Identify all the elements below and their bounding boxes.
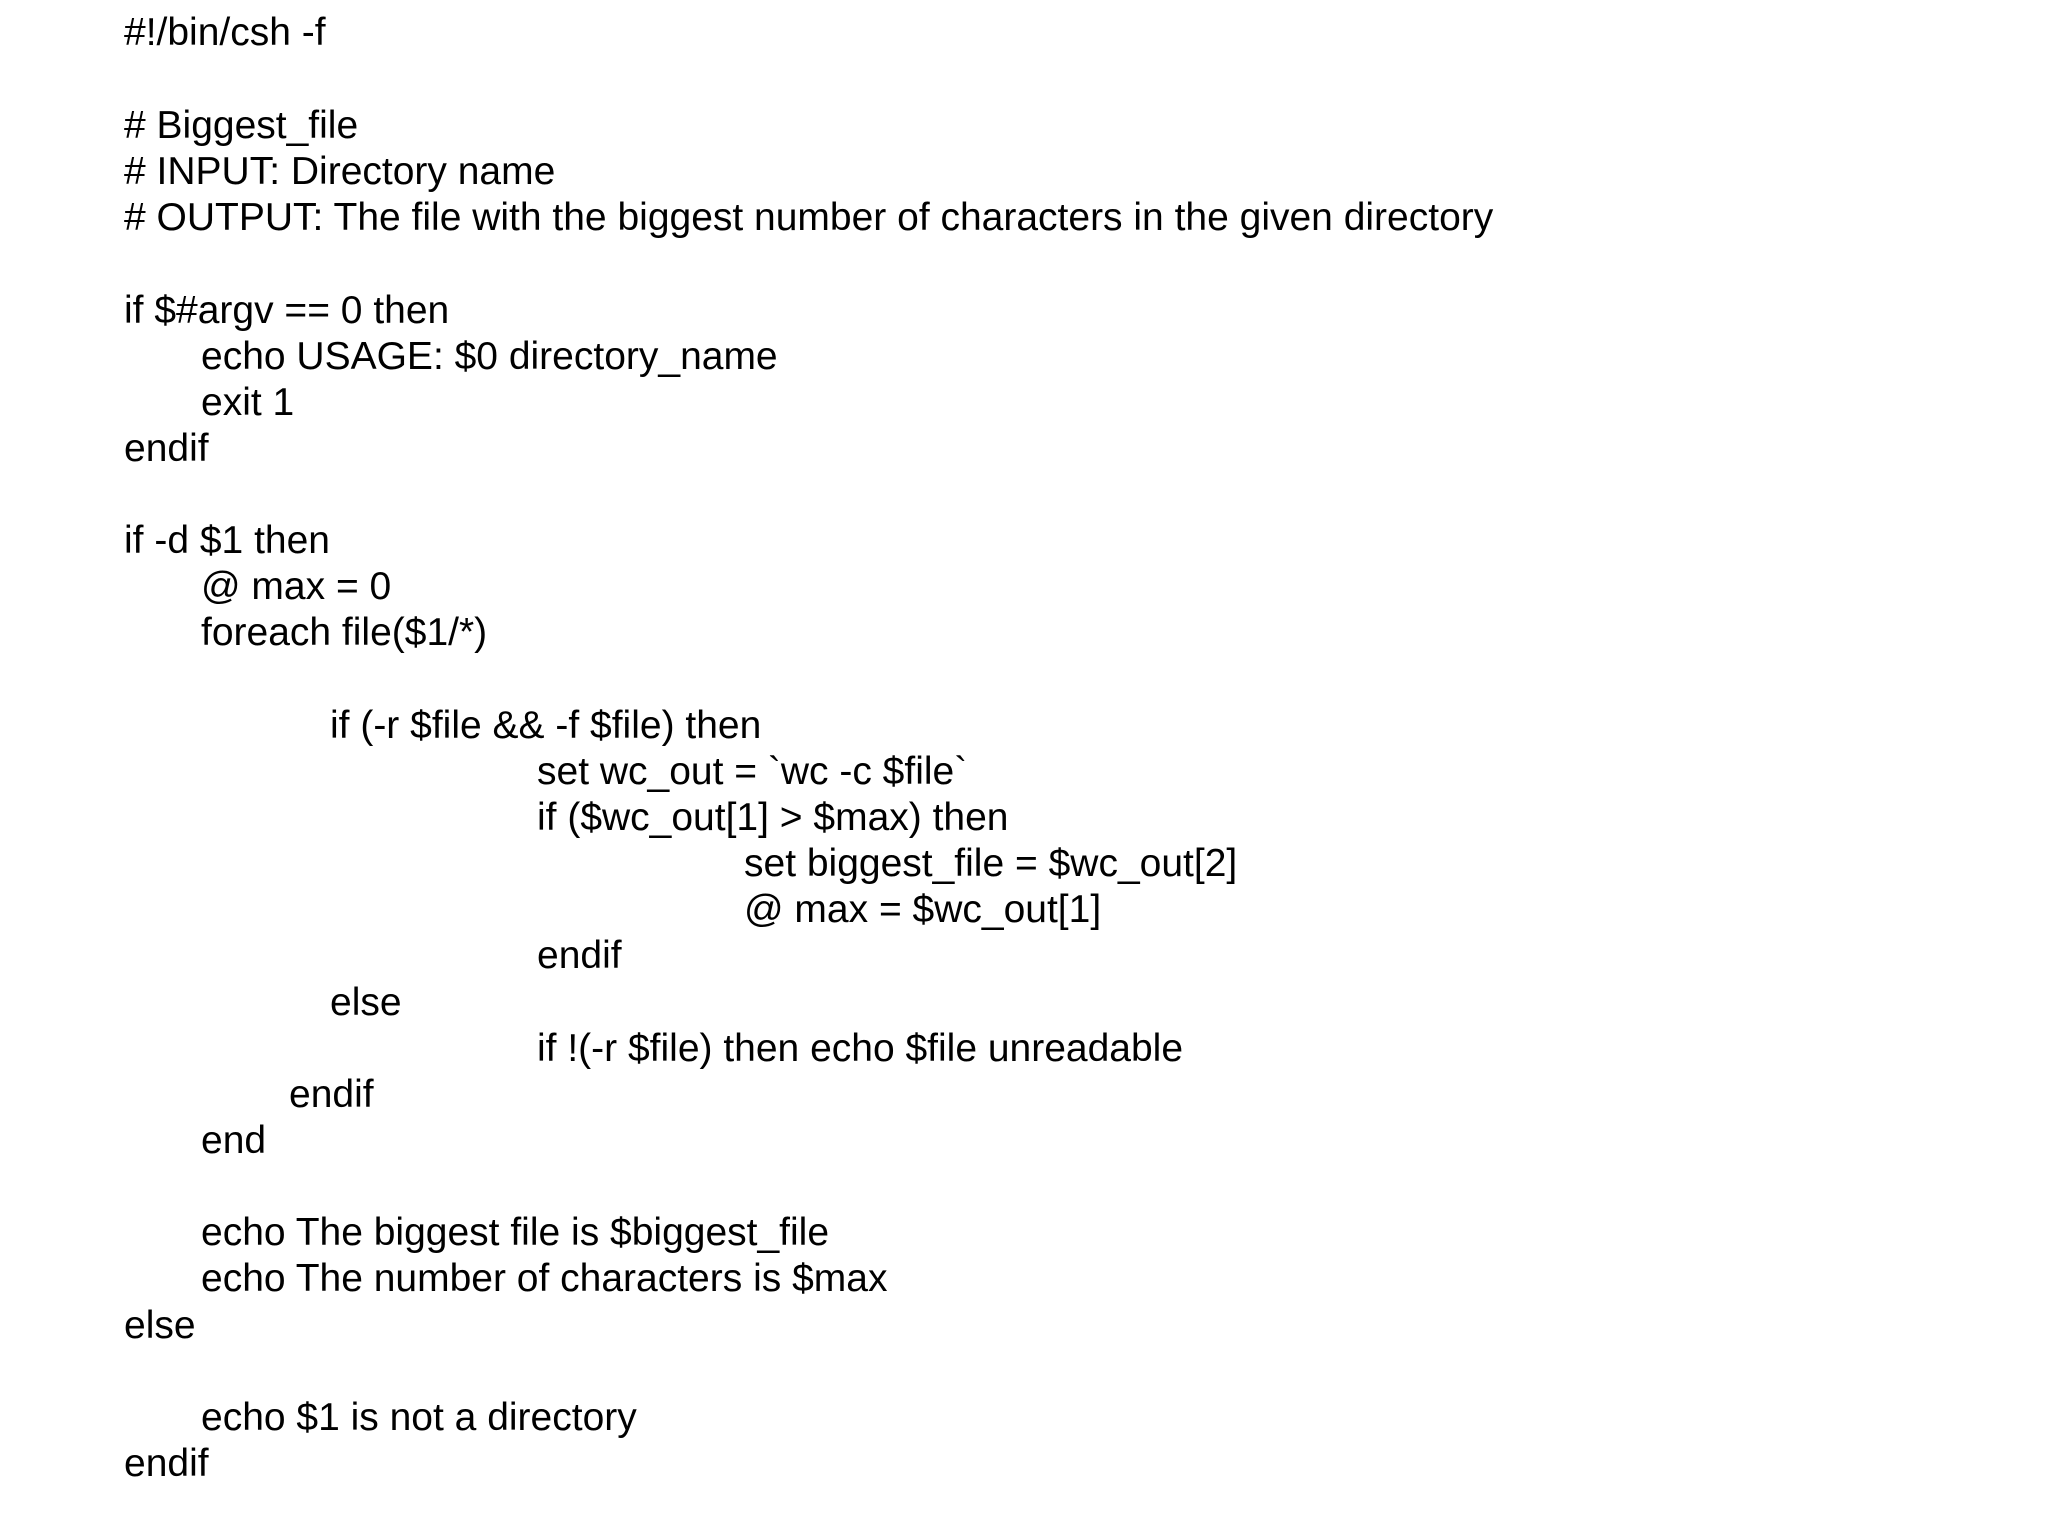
code-line: endif — [124, 1442, 209, 1485]
code-line: if (-r $file && -f $file) then — [330, 704, 762, 747]
code-line: # Biggest_file — [124, 104, 359, 147]
code-line: if -d $1 then — [124, 519, 330, 562]
code-line: @ max = $wc_out[1] — [744, 888, 1102, 931]
code-line: # OUTPUT: The file with the biggest number of characters in the given directory — [124, 196, 1494, 239]
code-line: endif — [289, 1073, 374, 1116]
code-line: set wc_out = `wc -c $file` — [537, 750, 968, 793]
code-line: foreach file($1/*) — [201, 611, 488, 654]
code-line: if !(-r $file) then echo $file unreadable — [537, 1027, 1184, 1070]
code-line: endif — [537, 934, 622, 977]
code-line: exit 1 — [201, 381, 295, 424]
code-line: #!/bin/csh -f — [124, 11, 326, 54]
code-line: else — [330, 981, 402, 1024]
code-line: echo $1 is not a directory — [201, 1396, 637, 1439]
code-line: end — [201, 1119, 267, 1162]
code-line: endif — [124, 427, 209, 470]
code-line: echo The biggest file is $biggest_file — [201, 1211, 830, 1254]
code-line: else — [124, 1304, 196, 1347]
code-line: set biggest_file = $wc_out[2] — [744, 842, 1238, 885]
code-line: @ max = 0 — [201, 565, 392, 608]
code-line: echo The number of characters is $max — [201, 1257, 888, 1300]
code-line: if ($wc_out[1] > $max) then — [537, 796, 1009, 839]
code-line: echo USAGE: $0 directory_name — [201, 335, 778, 378]
code-line: if $#argv == 0 then — [124, 289, 450, 332]
code-line: # INPUT: Directory name — [124, 150, 556, 193]
